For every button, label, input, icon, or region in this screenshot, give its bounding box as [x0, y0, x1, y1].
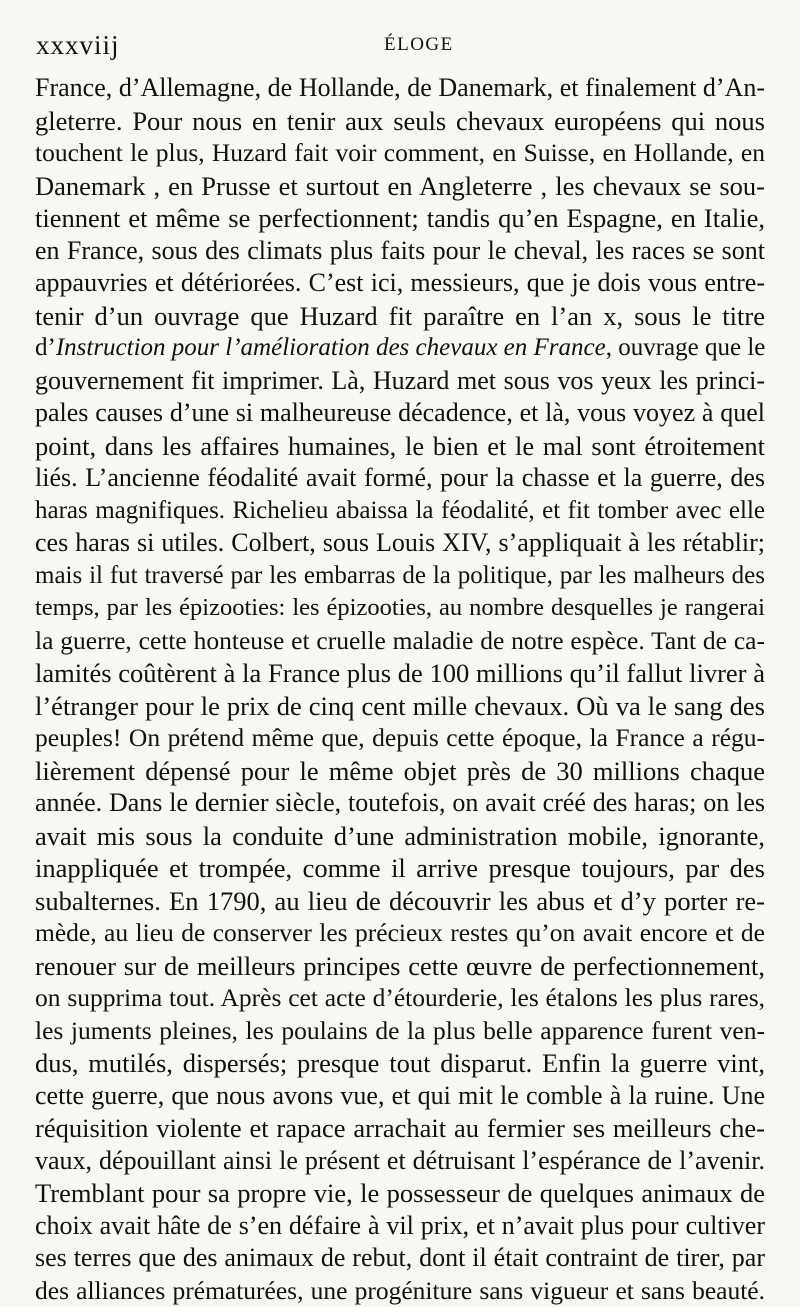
text-line	[35, 332, 765, 365]
page-header	[36, 30, 766, 64]
text-line: appauvries et détériorées. C’est ici, messieurs, que je dois vous entre-	[35, 267, 765, 300]
text-line: subalternes. En 1790, au lieu de découvrir les abus et d’y porter re-	[35, 885, 765, 918]
running-title: ÉLOGE	[384, 34, 454, 56]
text-line: touchent le plus, Huzard fait voir comment, en Suisse, en Hollande, en	[35, 137, 765, 170]
text-line: cette guerre, que nous avons vue, et qui mit le comble à la ruine. Une	[35, 1080, 765, 1113]
text-line: en France, sous des climats plus faits pour le cheval, les races se sont	[35, 235, 765, 268]
text-line: haras magnifiques. Richelieu abaissa la féodalité, et fit tomber avec elle	[35, 495, 765, 528]
text-line: tenir d’un ouvrage que Huzard fit paraître en l’an x, sous le titre	[35, 300, 765, 333]
text-line: l’étranger pour le prix de cinq cent mille chevaux. Où va le sang des	[35, 690, 765, 723]
text-line: réquisition violente et rapace arrachait au fermier ses meilleurs che-	[35, 1112, 765, 1145]
text-line: peuples! On prétend même que, depuis cette époque, la France a régu-	[35, 722, 765, 755]
text-line: inappliquée et trompée, comme il arrive presque toujours, par des	[35, 852, 765, 885]
italic-title: Instruction pour l’amélioration des chevaux en France	[56, 334, 606, 361]
text-line: année. Dans le dernier siècle, toutefois, on avait créé des haras; on les	[35, 787, 765, 820]
text-line: dus, mutilés, dispersés; presque tout disparut. Enfin la guerre vint,	[35, 1047, 765, 1080]
text-line: gleterre. Pour nous en tenir aux seuls chevaux européens qui nous	[35, 105, 765, 138]
text-line: ses terres que des animaux de rebut, dont il était contraint de tirer, par	[35, 1242, 765, 1275]
text-line: la guerre, cette honteuse et cruelle maladie de notre espèce. Tant de ca-	[35, 625, 765, 658]
page-number: xxxviij	[36, 30, 120, 61]
text-line: avait mis sous la conduite d’une administration mobile, ignorante,	[35, 820, 765, 853]
text-segment: d’	[35, 334, 56, 361]
text-line: les juments pleines, les poulains de la plus belle apparence furent ven-	[35, 1015, 765, 1048]
text-line: liés. L’ancienne féodalité avait formé, pour la chasse et la guerre, des	[35, 462, 765, 495]
text-line: point, dans les affaires humaines, le bien et le mal sont étroitement	[35, 430, 765, 463]
text-line: Tremblant pour sa propre vie, le possesseur de quelques animaux de	[35, 1177, 765, 1210]
body-text	[35, 72, 765, 1307]
text-line: renouer sur de meilleurs principes cette œuvre de perfectionnement,	[35, 950, 765, 983]
text-line: ces haras si utiles. Colbert, sous Louis XIV, s’appliquait à les rétablir;	[35, 527, 765, 560]
text-line: mède, au lieu de conserver les précieux restes qu’on avait encore et de	[35, 917, 765, 950]
text-line: lièrement dépensé pour le même objet près de 30 millions chaque	[35, 755, 765, 788]
text-line: mais il fut traversé par les embarras de la politique, par les malheurs des	[35, 560, 765, 593]
text-line: vaux, dépouillant ainsi le présent et détruisant l’espérance de l’avenir.	[35, 1145, 765, 1178]
text-line: choix avait hâte de s’en défaire à vil prix, et n’avait plus pour cultiver	[35, 1210, 765, 1243]
text-line: Danemark , en Prusse et surtout en Angleterre , les chevaux se sou-	[35, 170, 765, 203]
text-line: temps, par les épizooties: les épizooties, au nombre desquelles je rangerai	[35, 592, 765, 625]
text-line: pales causes d’une si malheureuse décadence, et là, vous voyez à quel	[35, 397, 765, 430]
text-line: gouvernement fit imprimer. Là, Huzard met sous vos yeux les princi-	[35, 365, 765, 398]
text-line: France, d’Allemagne, de Hollande, de Danemark, et finalement d’An-	[35, 72, 765, 105]
text-segment: , ouvrage que le	[606, 334, 766, 361]
text-line: tiennent et même se perfectionnent; tandis qu’en Espagne, en Italie,	[35, 202, 765, 235]
text-line: lamités coûtèrent à la France plus de 100 millions qu’il fallut livrer à	[35, 657, 765, 690]
text-line: des alliances prématurées, une progéniture sans vigueur et sans beauté.	[35, 1275, 765, 1307]
text-line: on supprima tout. Après cet acte d’étourderie, les étalons les plus rares,	[35, 982, 765, 1015]
